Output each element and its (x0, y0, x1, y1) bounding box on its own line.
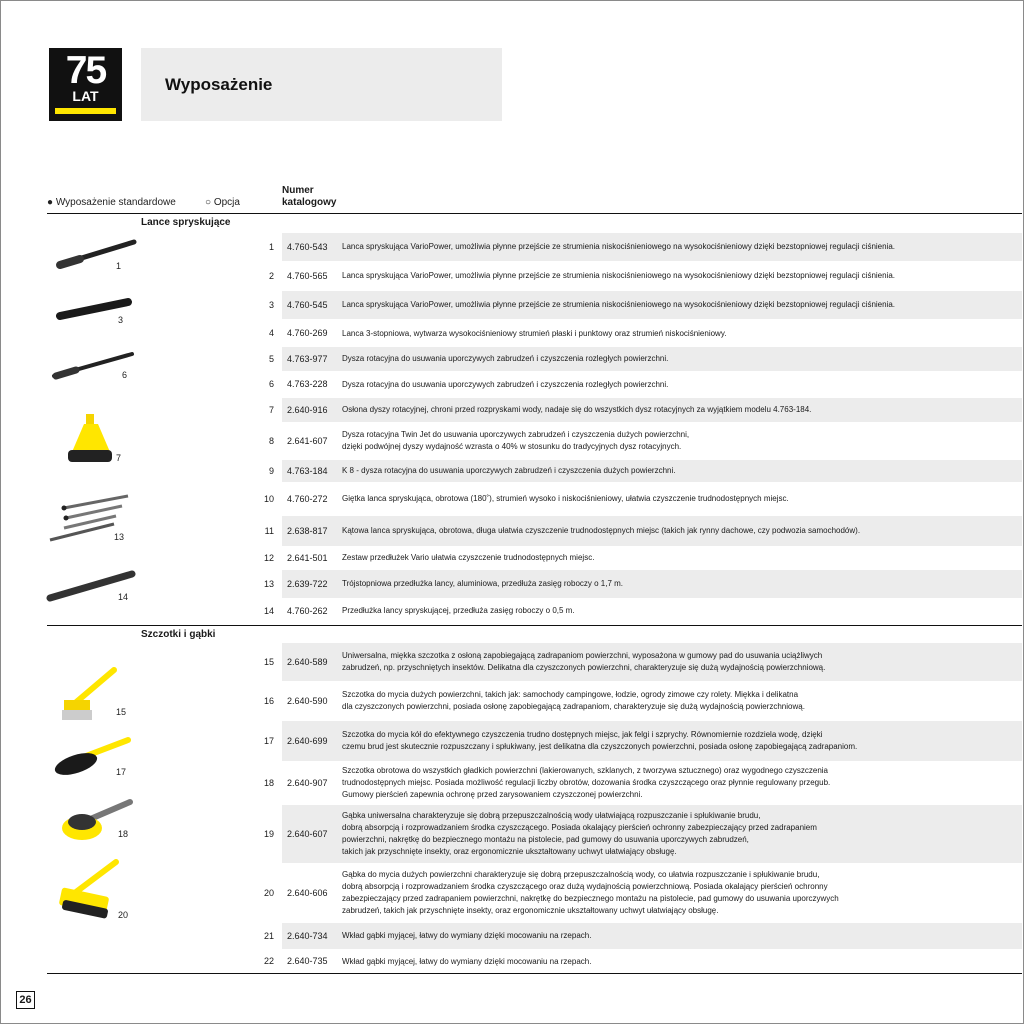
section-title-lances: Lance spryskujące (141, 217, 231, 228)
table-row (268, 371, 1022, 398)
table-top-rule (47, 213, 1022, 214)
image-label-18: 18 (118, 829, 129, 839)
legend-option-label: Opcja (213, 197, 240, 208)
catalog-number: 4.760-543 (287, 242, 328, 252)
row-number: 13 (263, 579, 274, 589)
lance-1-image (50, 236, 140, 272)
catalog-number: 4.763-228 (287, 379, 328, 389)
title-box (141, 48, 502, 121)
table-row (263, 863, 1022, 923)
row-description: Uniwersalna, miękka szczotka z osłoną zapobiegającą zadrapaniom powierzchni, wyposażona w gumowy pad do usuwania uciążliwych zabrudzeń, np. przyschniętych insektów. Delikatna dla czyszczonych powierzchni, charakteryzuje się dużą wydajnością powierzchniową. (342, 651, 826, 672)
table-row (263, 721, 1022, 761)
lance-3-image (50, 294, 140, 324)
catalog-number: 2.641-607 (287, 436, 328, 446)
row-description: K 8 - dysza rotacyjna do usuwania uporczywych zabrudzeń i czyszczenia dużych powierzchni. (342, 466, 676, 475)
table-row (268, 233, 1022, 261)
catalog-number: 2.640-590 (287, 696, 328, 706)
row-number: 1 (268, 242, 274, 252)
section-divider-rule (47, 625, 1022, 626)
image-label-14: 14 (118, 592, 129, 602)
table-row (268, 422, 1022, 460)
empty-circle-icon: ○ (205, 197, 212, 208)
table-row (263, 761, 1022, 805)
logo-yellow-bar (55, 108, 116, 114)
table-row (263, 949, 1022, 974)
row-number: 3 (268, 300, 274, 310)
row-description: Gąbka uniwersalna charakteryzuje się dobrą przepuszczalnością wody ułatwiającą rozpuszczanie i spłukiwanie brudu, dobrą absorpcją i rozprowadzaniem środka czyszczącego. Posiada okalający pierścień ochronny zabezpieczający przed zadrapaniem powierzchni, nakrętkę do bezpiecznego montażu na pistolecie, pad gumowy do usuwania uporczywych zabrudzeń, takich jak przyschnięte insekty, oraz ergonomicznie ukształtowany uchwyt ułatwiający obsługę. (342, 811, 817, 856)
image-label-15: 15 (116, 707, 127, 717)
logo-word: LAT (72, 88, 99, 104)
catalog-number: 2.641-501 (287, 553, 328, 563)
logo-number: 75 (65, 49, 106, 92)
table-row (263, 805, 1022, 863)
table-row (268, 262, 1022, 290)
catalog-number: 2.640-734 (287, 931, 328, 941)
catalog-number: 2.640-606 (287, 888, 328, 898)
row-description: Lanca 3-stopniowa, wytwarza wysokociśnieniowy strumień płaski i punktowy oraz strumień niskociśnieniowy. (342, 329, 727, 338)
row-number: 8 (268, 436, 274, 446)
row-number: 20 (263, 888, 274, 898)
row-number: 12 (263, 553, 274, 563)
catalog-number: 2.639-722 (287, 579, 328, 589)
row-description: Dysza rotacyjna do usuwania uporczywych zabrudzeń i czyszczenia rozległych powierzchni. (342, 354, 669, 363)
filled-circle-icon: ● (47, 197, 54, 208)
row-description: Szczotka obrotowa do wszystkich gładkich powierzchni (lakierowanych, szklanych, z tworzywa sztucznego) oraz wygodnego czyszczenia trudnodostępnych miejsc. Posiada możliwość regulacji liczby obrotów, dozowania środka czyszczącego oraz płynnie regulowany przegub. Gumowy pierścień zapewnia ochronę przed zarysowaniem czyszczonej powierzchni. (342, 766, 831, 799)
legend-option (205, 197, 240, 208)
row-description: Lanca spryskująca VarioPower, umożliwia płynne przejście ze strumienia niskociśnieniowego na wysokociśnieniowy dzięki bezstopniowej regulacji ciśnienia. (342, 242, 896, 251)
catalog-header-line2: katalogowy (282, 197, 337, 208)
catalog-number: 4.760-262 (287, 606, 328, 616)
row-number: 15 (263, 657, 274, 667)
table-row (268, 320, 1022, 347)
row-number: 5 (268, 354, 274, 364)
page-title: Wyposażenie (165, 75, 273, 94)
table-row (263, 546, 1022, 570)
catalog-number: 4.760-545 (287, 300, 328, 310)
catalog-header-line1: Numer (282, 185, 314, 196)
row-description: Zestaw przedłużek Vario ułatwia czyszczenie trudnodostępnych miejsc. (342, 553, 595, 562)
table-row (263, 570, 1022, 598)
row-description: Szczotka do mycia dużych powierzchni, takich jak: samochody campingowe, łodzie, ogrody zimowe czy rolety. Miękka i delikatna dla czyszczonych powierzchni, posiada osłonę zapobiegającą zadrapaniom, charakteryzuje się dużą wydajnością powierzchniową. (342, 690, 805, 711)
catalog-number: 2.640-907 (287, 778, 328, 788)
row-number: 2 (268, 271, 274, 281)
table-row (264, 516, 1022, 546)
catalog-number: 2.640-699 (287, 736, 328, 746)
section-title-brushes: Szczotki i gąbki (141, 629, 216, 640)
row-number: 21 (263, 931, 274, 941)
row-number: 4 (268, 328, 274, 338)
row-number: 17 (263, 736, 274, 746)
row-description: Przedłużka lancy spryskującej, przedłuża zasięg roboczy o 0,5 m. (342, 606, 575, 615)
row-number: 22 (263, 956, 274, 966)
row-number: 16 (263, 696, 274, 706)
row-description: Lanca spryskująca VarioPower, umożliwia płynne przejście ze strumienia niskociśnieniowego na wysokociśnieniowy dzięki bezstopniowej regulacji ciśnienia. (342, 271, 896, 280)
image-label-3: 3 (118, 315, 124, 325)
row-description: Wkład gąbki myjącej, łatwy do wymiany dzięki mocowaniu na rzepach. (342, 931, 592, 940)
row-number: 7 (268, 405, 274, 415)
row-description: Kątowa lanca spryskująca, obrotowa, długa ułatwia czyszczenie trudnodostępnych miejsc (takich jak rynny dachowe, czy podwozia samochodów). (342, 526, 861, 535)
nozzle-guard-7-image (62, 412, 118, 466)
row-description: Wkład gąbki myjącej, łatwy do wymiany dzięki mocowaniu na rzepach. (342, 957, 592, 966)
catalog-number: 2.640-916 (287, 405, 328, 415)
row-number: 19 (263, 829, 274, 839)
catalog-number: 4.763-977 (287, 354, 328, 364)
row-number: 14 (263, 606, 274, 616)
image-label-13: 13 (114, 532, 125, 542)
table-row (263, 598, 1022, 624)
row-number: 6 (268, 379, 274, 389)
catalog-number: 2.640-735 (287, 956, 328, 966)
legend-standard-label: Wyposażenie standardowe (55, 197, 176, 208)
row-number: 11 (264, 526, 274, 536)
catalog-number-header (282, 185, 336, 209)
row-description: Dysza rotacyjna do usuwania uporczywych zabrudzeń i czyszczenia rozległych powierzchni. (342, 380, 669, 389)
catalog-number: 2.640-607 (287, 829, 328, 839)
table-row (263, 923, 1022, 949)
table-row (263, 681, 1022, 721)
image-label-17: 17 (116, 767, 127, 777)
row-description: Osłona dyszy rotacyjnej, chroni przed rozpryskami wody, nadaje się do wszystkich dysz rotacyjnych za wyjątkiem modelu 4.763-184. (342, 405, 812, 414)
sponge-20-image (54, 858, 124, 922)
row-description: Giętka lanca spryskująca, obrotowa (180˚), strumień wysoko i niskociśnieniowy, ułatwia czyszczenie trudnodostępnych miejsc. (342, 494, 789, 503)
row-description: Szczotka do mycia kół do efektywnego czyszczenia trudno dostępnych miejsc, jak felgi i szprychy. Równomiernie rozdziela wodę, dzięki czemu brud jest skutecznie rozpuszczany i spłukiwany, jest delikatna dla czyszczonych powierzchni, posiada osłonę zapobiegającą zadrapaniom. (342, 730, 858, 751)
table-row (268, 460, 1022, 482)
table-row (268, 398, 1022, 422)
catalog-number: 4.760-269 (287, 328, 328, 338)
row-number: 18 (263, 778, 274, 788)
anniversary-logo (49, 48, 122, 121)
row-number: 10 (263, 494, 274, 504)
image-label-7: 7 (116, 453, 122, 463)
row-description: Trójstopniowa przedłużka lancy, aluminiowa, przedłuża zasięg roboczy o 1,7 m. (342, 579, 624, 588)
page-number: 26 (16, 991, 35, 1009)
row-description: Gąbka do mycia dużych powierzchni charakteryzuje się dobrą przepuszczalnością wody, co ułatwia rozpuszczanie i spłukiwanie brudu, dobrą absorpcją i rozprowadzaniem środka czyszczącego oraz dużą wydajnością powierzchniową. Posiada okalający pierścień ochronny zabezpieczający przed zadrapaniem powierzchni, nakrętkę do bezpiecznego montażu na pistolecie, pad gumowy do usuwania uporczywych zabrudzeń, takich jak przyschnięte insekty, oraz ergonomicznie ukształtowany uchwyt ułatwiający obsługę. (342, 870, 839, 915)
catalog-number: 4.760-565 (287, 271, 328, 281)
catalog-number: 2.638-817 (287, 526, 328, 536)
legend-standard (47, 197, 176, 208)
row-number: 9 (268, 466, 274, 476)
row-description: Dysza rotacyjna Twin Jet do usuwania uporczywych zabrudzeń i czyszczenia dużych powierzchni, dzięki podwójnej dyszy wydajność wzrasta o 40% w stosunku do tradycyjnych dysz rotacyjnych. (342, 430, 690, 451)
catalog-number: 2.640-589 (287, 657, 328, 667)
image-label-20: 20 (118, 910, 129, 920)
table-row (263, 482, 1022, 516)
table-row (268, 291, 1022, 319)
row-description: Lanca spryskująca VarioPower, umożliwia płynne przejście ze strumienia niskociśnieniowego na wysokociśnieniowy dzięki bezstopniowej regulacji ciśnienia. (342, 300, 896, 309)
table-row (263, 643, 1022, 681)
table-row (268, 347, 1022, 371)
catalog-number: 4.760-272 (287, 494, 328, 504)
image-label-1: 1 (116, 261, 122, 271)
catalog-number: 4.763-184 (287, 466, 328, 476)
brush-15-image (52, 664, 122, 726)
image-label-6: 6 (122, 370, 128, 380)
